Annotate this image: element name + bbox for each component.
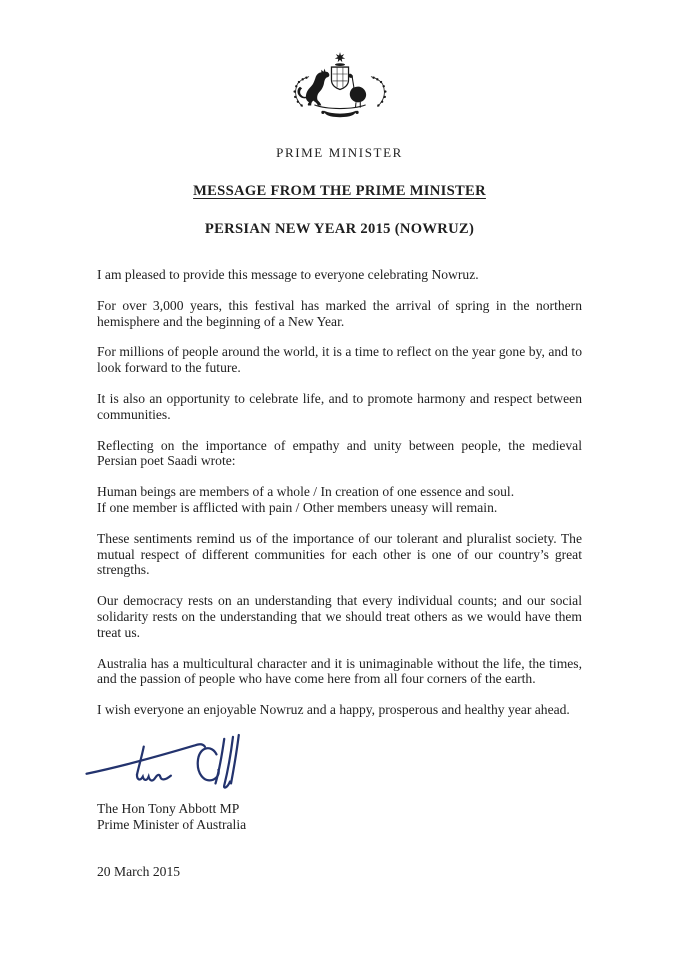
body-paragraph: Australia has a multicultural character and it is unimaginable without the life, the times, and the passion of people who have come here from all four corners of the earth. [97, 655, 582, 687]
office-label: PRIME MINISTER [276, 145, 403, 160]
letter-body [97, 267, 582, 718]
body-paragraph: I am pleased to provide this message to everyone celebrating Nowruz. [97, 267, 479, 282]
body-paragraph: For over 3,000 years, this festival has marked the arrival of spring in the northern hemisphere and the beginning of a New Year. [97, 297, 582, 329]
body-paragraph: Reflecting on the importance of empathy and unity between people, the medieval Persian poet Saadi wrote: [97, 437, 582, 469]
signatory-name: The Hon Tony Abbott MP [97, 800, 240, 816]
australian-coat-of-arms-icon [281, 50, 399, 130]
message-title: MESSAGE FROM THE PRIME MINISTER [193, 183, 486, 199]
body-paragraph: I wish everyone an enjoyable Nowruz and a happy, prosperous and healthy year ahead. [97, 702, 570, 718]
body-paragraph: For millions of people around the world, it is a time to reflect on the year gone by, and to look forward to the future. [97, 344, 582, 376]
signoff-block [97, 801, 582, 834]
signatory-title: Prime Minister of Australia [97, 817, 247, 833]
signature-block [84, 733, 679, 799]
saadi-quote-line: Human beings are members of a whole / In creation of one essence and soul. [97, 484, 515, 500]
saadi-quote-line: If one member is afflicted with pain / Other members uneasy will remain. [97, 499, 498, 515]
body-paragraph: Our democracy rests on an understanding that every individual counts; and our social solidarity rests on the understanding that we should treat others as we would have them treat us. [97, 593, 582, 640]
subject-title: PERSIAN NEW YEAR 2015 (NOWRUZ) [204, 221, 475, 237]
letterhead [0, 0, 679, 161]
body-paragraph: These sentiments remind us of the importance of our tolerant and pluralist society. The mutual respect of different communities for each other is one of our country’s great strengths. [97, 530, 582, 578]
date-line: 20 March 2015 [97, 863, 181, 879]
body-paragraph: It is also an opportunity to celebrate life, and to promote harmony and respect between communities. [97, 390, 582, 422]
signature-image [84, 733, 252, 797]
